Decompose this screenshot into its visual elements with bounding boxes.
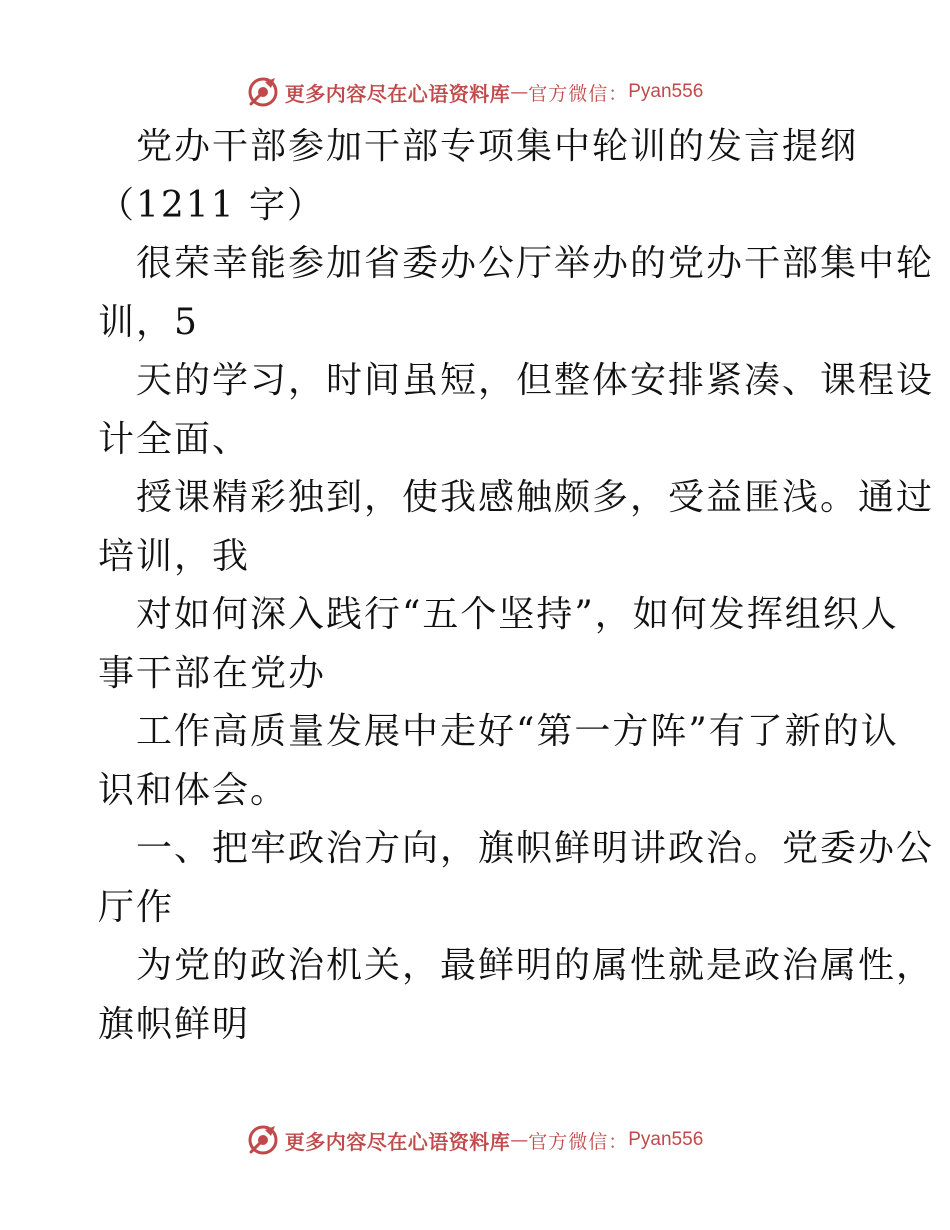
document-body (98, 118, 935, 1054)
banner-dash: — (510, 1129, 529, 1151)
text-line: 一、把牢政治方向，旗帜鲜明讲政治。党委办公 (136, 828, 935, 869)
header-banner (0, 72, 950, 112)
word-count: （1211 字） (98, 184, 326, 226)
text-line: 为党的政治机关，最鲜明的属性就是政治属性， (136, 945, 935, 986)
banner-main-text: 更多内容尽在心语资料库 (284, 1129, 511, 1154)
text-line: 计全面、 (98, 418, 251, 460)
text-line: 天的学习，时间虽短，但整体安排紧凑、课程设 (136, 360, 935, 401)
quill-logo-icon (247, 1124, 279, 1156)
quill-logo-icon (247, 76, 279, 108)
banner-main-text: 更多内容尽在心语资料库 (284, 81, 511, 106)
text-line: 培训，我 (98, 535, 251, 577)
banner-wechat-label: 官方微信： (528, 1130, 629, 1153)
paragraph-lines (98, 235, 935, 1054)
banner-wechat-id: Pyan556 (628, 1129, 704, 1150)
text-line: 厅作 (98, 886, 175, 928)
banner-wechat-label: 官方微信： (528, 82, 629, 105)
footer-banner (0, 1120, 950, 1160)
document-title: 党办干部参加干部专项集中轮训的发言提纲 (136, 126, 859, 167)
banner-dash: — (510, 81, 529, 103)
text-line: 很荣幸能参加省委办公厅举办的党办干部集中轮 (136, 243, 935, 284)
text-line: 事干部在党办 (98, 652, 327, 694)
text-line: 授课精彩独到，使我感触颇多，受益匪浅。通过 (136, 477, 935, 518)
banner-wechat-id: Pyan556 (628, 81, 704, 102)
text-line: 旗帜鲜明 (98, 1003, 251, 1045)
text-line: 对如何深入践行“五个坚持”，如何发挥组织人 (136, 594, 899, 635)
text-line: 识和体会。 (98, 769, 289, 811)
text-line: 工作高质量发展中走好“第一方阵”有了新的认 (136, 711, 899, 752)
text-line: 训，5 (98, 301, 199, 343)
